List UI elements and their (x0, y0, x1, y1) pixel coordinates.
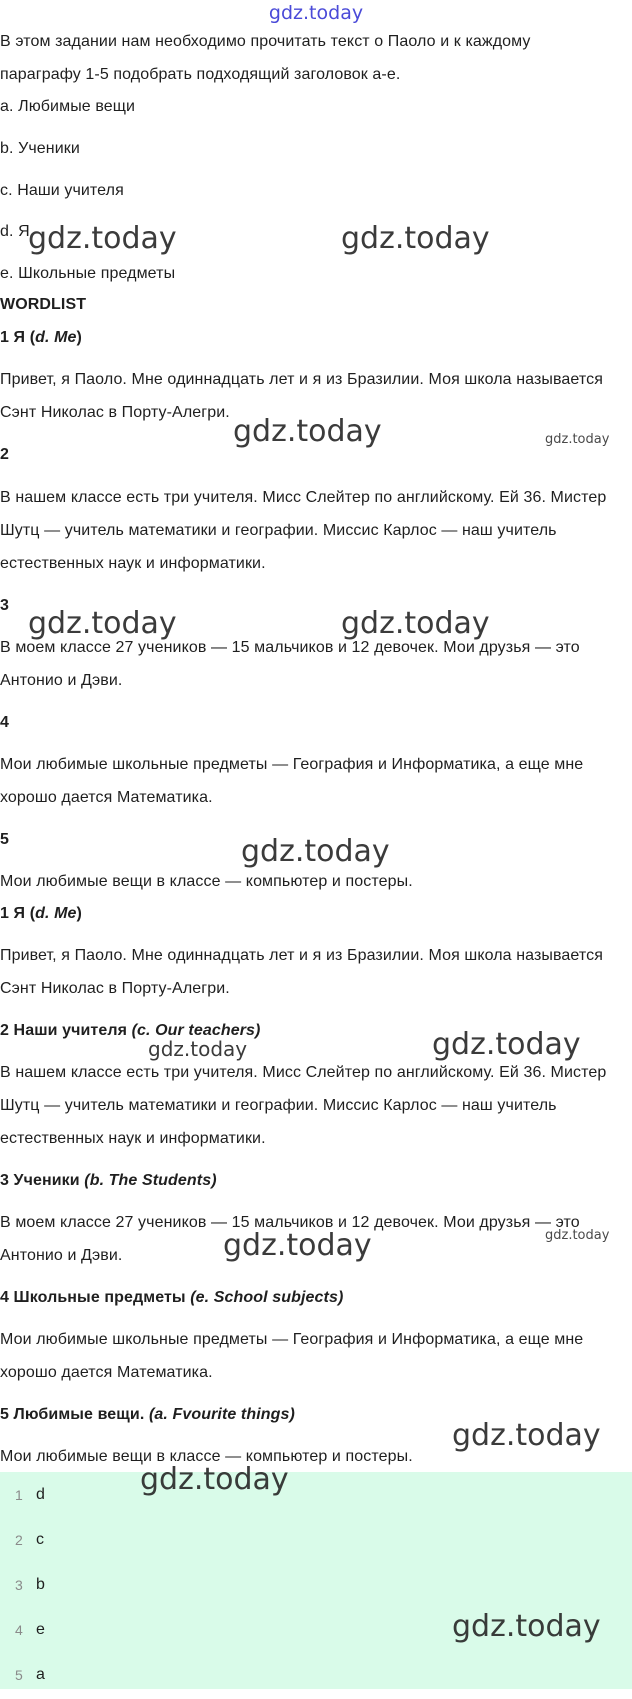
p1-title (0, 328, 82, 348)
watermark: gdz.today (545, 1228, 610, 1243)
p4-line-1: Мои любимые школьные предметы — География и Информатика, а еще мне (0, 756, 584, 773)
p2-line-1: В нашем классе есть три учителя. Мисс Слейтер по английскому. Ей 36. Мистер (0, 489, 607, 506)
p1-line-1: Привет, я Паоло. Мне одиннадцать лет и я из Бразилии. Моя школа называется (0, 371, 604, 388)
watermark: gdz.today (432, 1027, 581, 1062)
heading-option-d: d. Я (0, 223, 30, 240)
p3b-title-italic: (b. The Students) (84, 1172, 217, 1189)
p3-number: 3 (0, 597, 9, 614)
p1b-title (0, 904, 82, 924)
watermark: gdz.today (452, 1609, 601, 1644)
answer-number: 1 (15, 1487, 23, 1503)
p2-number: 2 (0, 446, 9, 463)
p3b-title (0, 1171, 217, 1191)
watermark: gdz.today (241, 834, 390, 869)
p1-line-2: Сэнт Николас в Порту-Алегри. (0, 404, 230, 421)
answer-value: e (36, 1621, 45, 1638)
intro-line-2: параграфу 1-5 подобрать подходящий заголовок a-e. (0, 66, 401, 83)
p3b-line-1: В моем классе 27 учеников — 15 мальчиков и 12 девочек. Мои друзья — это (0, 1214, 580, 1231)
answer-number: 3 (15, 1577, 23, 1593)
p2b-title-text: 2 Наши учителя (0, 1022, 132, 1039)
watermark: gdz.today (545, 432, 610, 447)
answer-value: b (36, 1576, 45, 1593)
wordlist-label: WORDLIST (0, 296, 87, 313)
p4-line-2: хорошо дается Математика. (0, 789, 213, 806)
answer-row (0, 1665, 632, 1699)
answer-number: 5 (15, 1667, 23, 1683)
answer-value: d (36, 1486, 45, 1503)
heading-option-c: c. Наши учителя (0, 182, 124, 199)
p2b-line-3: естественных наук и информатики. (0, 1130, 266, 1147)
watermark: gdz.today (28, 606, 177, 641)
p2-line-3: естественных наук и информатики. (0, 555, 266, 572)
p4b-title (0, 1288, 343, 1308)
watermark: gdz.today (341, 221, 490, 256)
site-logo[interactable]: gdz.today (268, 2, 364, 24)
p4b-title-text: 4 Школьные предметы (0, 1289, 191, 1306)
p5b-title-text: 5 Любимые вещи. (0, 1406, 149, 1423)
heading-option-b: b. Ученики (0, 140, 80, 157)
watermark: gdz.today (140, 1462, 289, 1497)
p2b-title-italic: (c. Our teachers) (131, 1022, 261, 1039)
watermark: gdz.today (223, 1228, 372, 1263)
p3b-line-2: Антонио и Дэви. (0, 1247, 123, 1264)
watermark: gdz.today (341, 606, 490, 641)
watermark: gdz.today (233, 414, 382, 449)
watermark: gdz.today (452, 1418, 601, 1453)
p4b-line-1: Мои любимые школьные предметы — География и Информатика, а еще мне (0, 1331, 584, 1348)
answer-value: c (36, 1531, 44, 1548)
intro-line-1: В этом задании нам необходимо прочитать текст о Паоло и к каждому (0, 33, 531, 50)
answer-row (0, 1530, 632, 1564)
heading-option-e: e. Школьные предметы (0, 265, 176, 282)
p5b-title-italic: (a. Fvourite things) (148, 1406, 295, 1423)
p5-line-1: Мои любимые вещи в классе — компьютер и постеры. (0, 873, 413, 890)
p3-line-1: В моем классе 27 учеников — 15 мальчиков и 12 девочек. Мои друзья — это (0, 639, 580, 656)
answer-row (0, 1575, 632, 1609)
p5b-line-1: Мои любимые вещи в классе — компьютер и постеры. (0, 1448, 413, 1465)
answer-value: a (36, 1666, 45, 1683)
p5b-title (0, 1405, 295, 1425)
p4-number: 4 (0, 714, 9, 731)
answer-number: 4 (15, 1622, 23, 1638)
p2b-line-2: Шутц — учитель математики и географии. Миссис Карлос — наш учитель (0, 1097, 557, 1114)
p2-line-2: Шутц — учитель математики и географии. Миссис Карлос — наш учитель (0, 522, 557, 539)
p1b-title-end: ) (76, 905, 82, 922)
watermark: gdz.today (148, 1037, 248, 1061)
heading-option-a: a. Любимые вещи (0, 98, 136, 115)
watermark: gdz.today (28, 221, 177, 256)
p5-number: 5 (0, 831, 9, 848)
answer-number: 2 (15, 1532, 23, 1548)
p1-title-italic: d. Me (35, 329, 77, 346)
p1b-title-italic: d. Me (35, 905, 77, 922)
p1-title-end: ) (76, 329, 82, 346)
p1b-line-1: Привет, я Паоло. Мне одиннадцать лет и я из Бразилии. Моя школа называется (0, 947, 604, 964)
p4b-line-2: хорошо дается Математика. (0, 1364, 213, 1381)
p1b-line-2: Сэнт Николас в Порту-Алегри. (0, 980, 230, 997)
answer-row (0, 1485, 632, 1519)
p1-title-text: 1 Я ( (0, 329, 36, 346)
p3b-title-text: 3 Ученики (0, 1172, 85, 1189)
p1b-title-text: 1 Я ( (0, 905, 36, 922)
answers-panel (0, 1472, 632, 1689)
p2b-line-1: В нашем классе есть три учителя. Мисс Слейтер по английскому. Ей 36. Мистер (0, 1064, 607, 1081)
p3-line-2: Антонио и Дэви. (0, 672, 123, 689)
p4b-title-italic: (e. School subjects) (190, 1289, 344, 1306)
